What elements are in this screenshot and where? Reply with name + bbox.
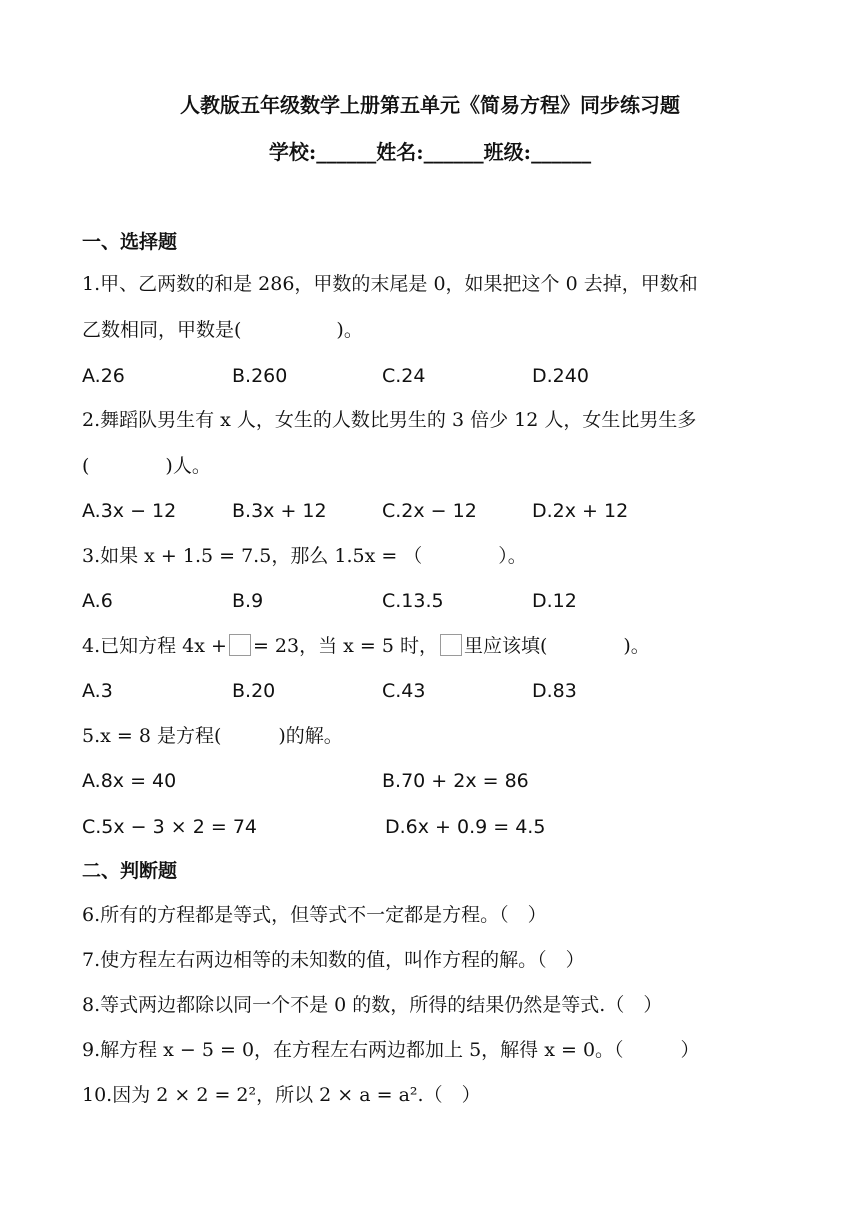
question-5-line-1: 5.x = 8 是方程( )的解。 bbox=[82, 725, 343, 747]
question-5-option-d: D.6x + 0.9 = 4.5 bbox=[385, 816, 546, 838]
question-3-option-c: C.13.5 bbox=[382, 590, 444, 612]
question-4-option-c: C.43 bbox=[382, 680, 426, 702]
section-choice-heading: 一、选择题 bbox=[82, 231, 178, 253]
blank-box-icon bbox=[229, 634, 251, 656]
question-6: 6.所有的方程都是等式，但等式不一定都是方程。（ ） bbox=[82, 904, 547, 926]
question-2-option-d: D.2x + 12 bbox=[532, 500, 629, 522]
question-1-option-c: C.24 bbox=[382, 365, 426, 387]
question-4-option-d: D.83 bbox=[532, 680, 577, 702]
question-4-text-part-3: 里应该填( )。 bbox=[463, 635, 650, 657]
question-3-option-d: D.12 bbox=[532, 590, 577, 612]
question-2-option-b: B.3x + 12 bbox=[232, 500, 327, 522]
question-2-line-2: ( )人。 bbox=[82, 455, 211, 477]
question-4-option-b: B.20 bbox=[232, 680, 276, 702]
question-1-option-d: D.240 bbox=[532, 365, 589, 387]
question-5-option-a: A.8x = 40 bbox=[82, 770, 177, 792]
question-3-option-b: B.9 bbox=[232, 590, 264, 612]
question-3-option-a: A.6 bbox=[82, 590, 113, 612]
question-2-line-1: 2.舞蹈队男生有 x 人，女生的人数比男生的 3 倍少 12 人，女生比男生多 bbox=[82, 409, 697, 431]
question-1-line-2: 乙数相同，甲数是( )。 bbox=[82, 319, 363, 341]
question-3-line-1: 3.如果 x + 1.5 = 7.5，那么 1.5x = （ ）。 bbox=[82, 545, 527, 567]
question-1-line-1: 1.甲、乙两数的和是 286，甲数的末尾是 0，如果把这个 0 去掉，甲数和 bbox=[82, 273, 698, 295]
question-4-line-1 bbox=[82, 633, 650, 659]
question-8: 8.等式两边都除以同一个不是 0 的数，所得的结果仍然是等式.（ ） bbox=[82, 994, 663, 1016]
question-10: 10.因为 2 × 2 = 2²，所以 2 × a = a².（ ） bbox=[82, 1084, 481, 1106]
question-9: 9.解方程 x − 5 = 0，在方程左右两边都加上 5，解得 x = 0。（ ） bbox=[82, 1039, 700, 1061]
question-4-text-part-1: 4.已知方程 4x + bbox=[82, 635, 227, 657]
question-2-option-a: A.3x − 12 bbox=[82, 500, 177, 522]
question-5-option-b: B.70 + 2x = 86 bbox=[382, 770, 529, 792]
question-5-option-c: C.5x − 3 × 2 = 74 bbox=[82, 816, 257, 838]
question-4-text-part-2: = 23，当 x = 5 时， bbox=[252, 635, 438, 657]
question-1-option-a: A.26 bbox=[82, 365, 125, 387]
worksheet-title: 人教版五年级数学上册第五单元《简易方程》同步练习题 bbox=[180, 93, 680, 117]
question-7: 7.使方程左右两边相等的未知数的值，叫作方程的解。（ ） bbox=[82, 949, 585, 971]
question-2-option-c: C.2x − 12 bbox=[382, 500, 477, 522]
student-info-fields: 学校:______姓名:______班级:______ bbox=[268, 140, 592, 164]
question-1-option-b: B.260 bbox=[232, 365, 288, 387]
section-judge-heading: 二、判断题 bbox=[82, 860, 178, 882]
question-4-option-a: A.3 bbox=[82, 680, 113, 702]
blank-box-icon bbox=[440, 634, 462, 656]
